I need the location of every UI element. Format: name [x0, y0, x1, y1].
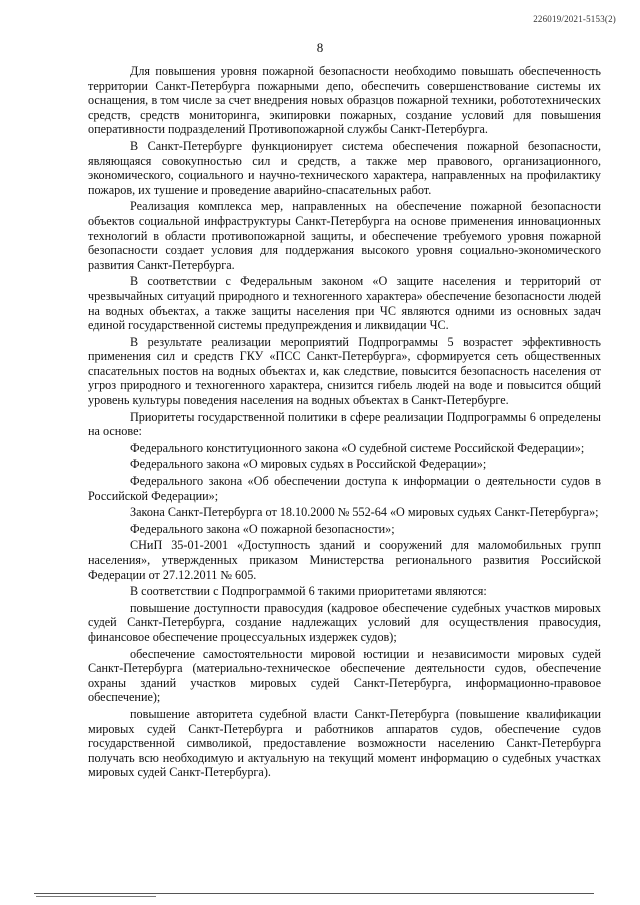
scan-edge-line: [36, 896, 156, 897]
list-item: обеспечение самостоятельности мировой юстиции и независимости мировых судей Санкт-Петербурга (материально-техническое обеспечение деятельности судов, обеспечение охраны зданий участков мировых судей Санкт-Петербурга, информационно-правовое обеспечение);: [88, 646, 601, 705]
paragraph: В соответствии с Федеральным законом «О защите населения и территорий от чрезвычайных ситуаций природного и техногенного характера» обеспечение безопасности людей на водных объектах, а также защиты населения при ЧС являются одними из основных задач единой государственной системы предупреждения и ликвидации ЧС.: [88, 274, 601, 333]
list-item: повышение доступности правосудия (кадровое обеспечение судебных участков мировых судей Санкт-Петербурга, создание надлежащих условий для осуществления правосудия, финансовое обеспечение процессуальных издержек судов);: [88, 600, 601, 644]
list-item: Федерального закона «О мировых судьях в Российской Федерации»;: [130, 457, 487, 472]
paragraph: В соответствии с Подпрограммой 6 такими приоритетами являются:: [130, 584, 487, 599]
list-item: Федерального закона «О пожарной безопасности»;: [130, 521, 395, 536]
paragraph: В Санкт-Петербурге функционирует система обеспечения пожарной безопасности, являющаяся совокупностью сил и средств, а также мер правового, организационного, экономического, социального и научно-технического характера, направленных на профилактику пожаров, их тушение и проведение аварийно-спасательных работ.: [88, 138, 601, 197]
list-item: СНиП 35-01-2001 «Доступность зданий и сооружений для маломобильных групп населения», утвержденных приказом Министерства регионального развития Российской Федерации от 27.12.2011 № 605.: [88, 538, 601, 582]
list-item: повышение авторитета судебной власти Санкт-Петербурга (повышение квалификации мировых судей Санкт-Петербурга и работников аппаратов судов, обеспечение судов государственной символикой, предоставление возможности населению Санкт-Петербурга получать всю необходимую и актуальную на текущий момент информацию о судебных участках мировых судей Санкт-Петербурга).: [88, 706, 601, 780]
document-body: [88, 64, 601, 780]
paragraph: Реализация комплекса мер, направленных на обеспечение пожарной безопасности объектов социальной инфраструктуры Санкт-Петербурга на основе применения инновационных технологий в области противопожарной защиты, и обеспечение требуемого уровня пожарной безопасности создает условия для поддержания высокого уровня социально-экономического развития Санкт-Петербурга.: [88, 199, 601, 272]
paragraph: Приоритеты государственной политики в сфере реализации Подпрограммы 6 определены на основе:: [88, 409, 601, 439]
document-number: 226019/2021-5153(2): [533, 14, 616, 24]
paragraph: Для повышения уровня пожарной безопасности необходимо повышать обеспеченность территории Санкт-Петербурга пожарными депо, обеспечить совершенствование системы их оснащения, в том числе за счет внедрения новых образцов пожарной техники, робототехнических средств, средств мониторинга, экипировки пожарных, создание условий для повышения оперативности подразделений Противопожарной службы Санкт-Петербурга.: [88, 64, 601, 137]
paragraph: В результате реализации мероприятий Подпрограммы 5 возрастет эффективность применения сил и средств ГКУ «ПСС Санкт-Петербурга», сформируется сеть общественных спасательных постов на водных объектах и, как следствие, повысится безопасность населения от угроз природного и техногенного характера, снизится гибель людей на воде и повысится общий уровень культуры поведения населения на водных объектах в Санкт-Петербурге.: [88, 334, 601, 408]
page-number: 8: [316, 40, 324, 55]
list-item: Закона Санкт-Петербурга от 18.10.2000 № 552-64 «О мировых судьях Санкт-Петербурга»;: [130, 505, 599, 520]
list-item: Федерального закона «Об обеспечении доступа к информации о деятельности судов в Российской Федерации»;: [88, 474, 601, 503]
list-item: Федерального конституционного закона «О судебной системе Российской Федерации»;: [130, 440, 585, 455]
scan-edge-line: [34, 893, 594, 894]
